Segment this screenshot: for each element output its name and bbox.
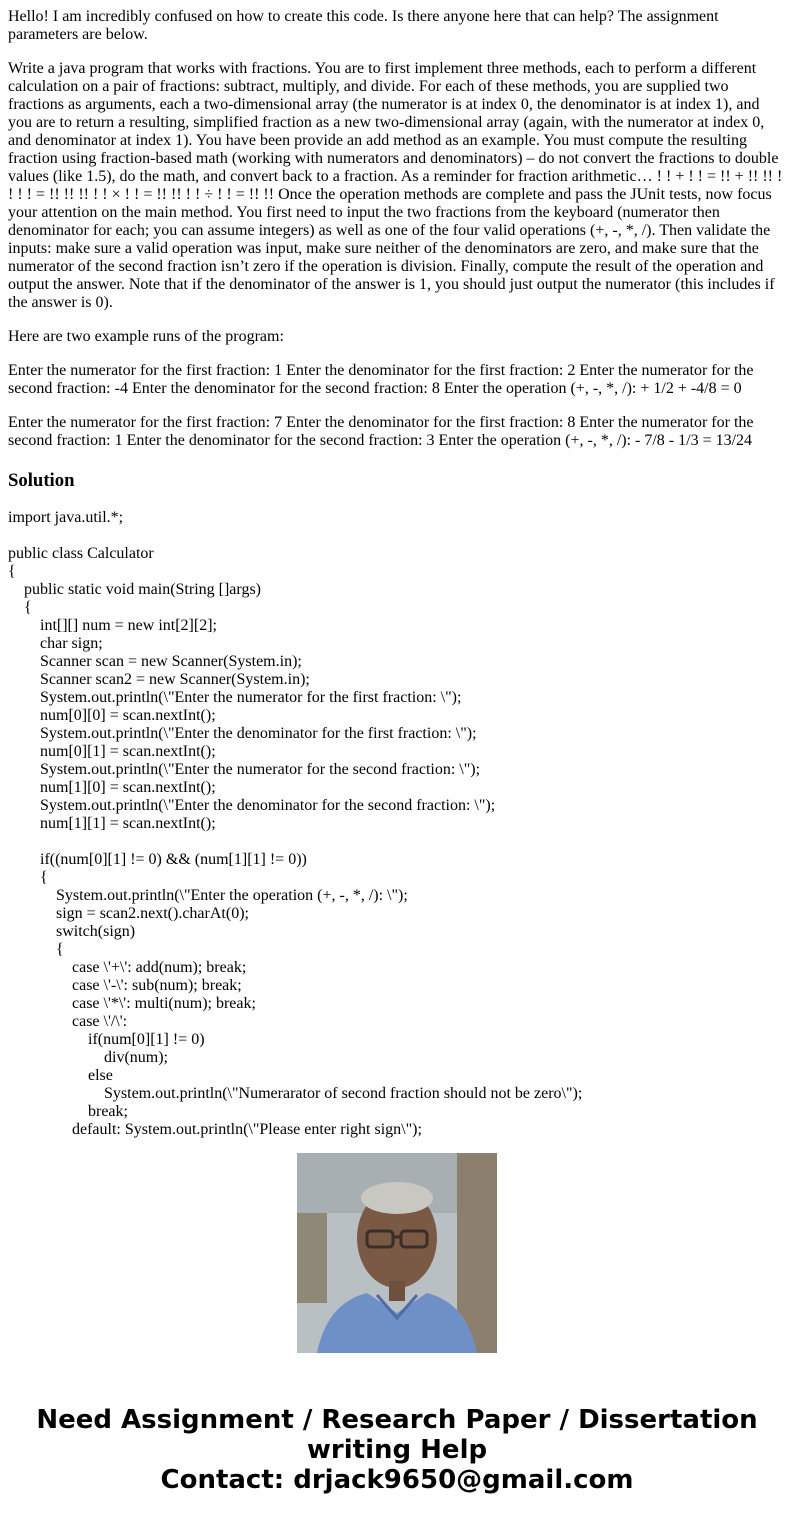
code-line: case \'*\': multi(num); break; bbox=[8, 995, 256, 1012]
solution-heading: Solution bbox=[8, 470, 75, 491]
code-line: Scanner scan = new Scanner(System.in); bbox=[8, 653, 302, 670]
code-line: num[1][0] = scan.nextInt(); bbox=[8, 779, 216, 796]
avatar bbox=[297, 1153, 497, 1353]
code-line: case \'-\': sub(num); break; bbox=[8, 977, 242, 994]
code-line: public class Calculator bbox=[8, 545, 154, 562]
code-line: num[0][0] = scan.nextInt(); bbox=[8, 707, 216, 724]
code-line: Scanner scan2 = new Scanner(System.in); bbox=[8, 671, 310, 688]
solution-code-block bbox=[8, 509, 786, 1138]
code-line: public static void main(String []args) bbox=[8, 581, 261, 598]
code-line: default: System.out.println(\"Please enter right sign\"); bbox=[8, 1121, 422, 1138]
code-line bbox=[8, 833, 786, 851]
footer-line-3: Contact: drjack9650@gmail.com bbox=[160, 1465, 634, 1495]
code-line: { bbox=[8, 563, 16, 580]
example-run-2: Enter the numerator for the first fraction: 7 Enter the denominator for the first fraction: 8 Enter the numerator for the second fraction: 1 Enter the denominator for the second fraction: 3 Enter the operation (+, -, *, /): - 7/8 - 1/3 = 13/24 bbox=[8, 414, 754, 449]
code-line: div(num); bbox=[8, 1049, 168, 1066]
code-line: System.out.println(\"Enter the denominator for the second fraction: \"); bbox=[8, 797, 496, 814]
code-line: sign = scan2.next().charAt(0); bbox=[8, 905, 249, 922]
code-line: int[][] num = new int[2][2]; bbox=[8, 617, 217, 634]
examples-intro: Here are two example runs of the program: bbox=[8, 328, 284, 345]
code-line bbox=[8, 527, 786, 545]
footer-line-2: writing Help bbox=[306, 1435, 488, 1465]
code-line: { bbox=[8, 941, 64, 958]
code-line: if((num[0][1] != 0) && (num[1][1] != 0)) bbox=[8, 851, 307, 868]
code-line: System.out.println(\"Enter the numerator for the second fraction: \"); bbox=[8, 761, 481, 778]
code-line: case \'+\': add(num); break; bbox=[8, 959, 247, 976]
footer-line-1: Need Assignment / Research Paper / Dissertation bbox=[36, 1405, 758, 1435]
code-line: break; bbox=[8, 1103, 128, 1120]
code-line: num[1][1] = scan.nextInt(); bbox=[8, 815, 216, 832]
code-line: System.out.println(\"Numerarator of second fraction should not be zero\"); bbox=[8, 1085, 583, 1102]
code-line: num[0][1] = scan.nextInt(); bbox=[8, 743, 216, 760]
contact-footer bbox=[0, 1405, 794, 1495]
code-line: System.out.println(\"Enter the numerator for the first fraction: \"); bbox=[8, 689, 462, 706]
code-line: if(num[0][1] != 0) bbox=[8, 1031, 205, 1048]
avatar-photo bbox=[297, 1153, 497, 1353]
code-line: System.out.println(\"Enter the denominator for the first fraction: \"); bbox=[8, 725, 477, 742]
code-line: char sign; bbox=[8, 635, 103, 652]
example-run-1: Enter the numerator for the first fraction: 1 Enter the denominator for the first fraction: 2 Enter the numerator for the second fraction: -4 Enter the denominator for the second fraction: 8 Enter the operation (+, -, *, /): + 1/2 + -4/8 = 0 bbox=[8, 362, 754, 397]
code-line: else bbox=[8, 1067, 113, 1084]
code-line: import java.util.*; bbox=[8, 509, 124, 526]
question-intro: Hello! I am incredibly confused on how to create this code. Is there anyone here that can help? The assignment parameters are below. bbox=[8, 8, 719, 43]
question-content bbox=[8, 8, 786, 1138]
code-line: { bbox=[8, 869, 48, 886]
code-line: System.out.println(\"Enter the operation (+, -, *, /): \"); bbox=[8, 887, 408, 904]
code-line: { bbox=[8, 599, 32, 616]
code-line: switch(sign) bbox=[8, 923, 136, 940]
assignment-text: Write a java program that works with fractions. You are to first implement three methods, each to perform a different calculation on a pair of fractions: subtract, multiply, and divide. For each of these methods, you are supplied two fractions as arguments, each a two-dimensional array (the numerator is at index 0, the denominator is at index 1), and you are to return a resulting, simplified fraction as a new two-dimensional array (again, with the numerator at index 0, and denominator at index 1). You have been provide an add method as an example. You must compute the resulting fraction using fraction-based math (working with numerators and denominators) – do not convert the fractions to double values (like 1.5), do the math, and convert back to a fraction. As a reminder for fraction arithmetic… ! ! + ! ! = !! + !! !! ! ! ! ! = !! !! !! ! ! × ! ! = !! !! ! ! ÷ ! ! = !! !! Once the operation methods are complete and pass the JUnit tests, now focus your attention on the main method. You first need to input the two fractions from the keyboard (numerator then denominator for each; you can assume integers) as well as one of the four valid operations (+, -, *, /). Then validate the inputs: make sure a valid operation was input, make sure neither of the denominators are zero, and make sure that the numerator of the second fraction isn’t zero if the operation is division. Finally, compute the result of the operation and output the answer. Note that if the denominator of the answer is 1, you should just output the numerator (this includes if the answer is 0). bbox=[8, 60, 783, 311]
code-line: case \'/\': bbox=[8, 1013, 128, 1030]
